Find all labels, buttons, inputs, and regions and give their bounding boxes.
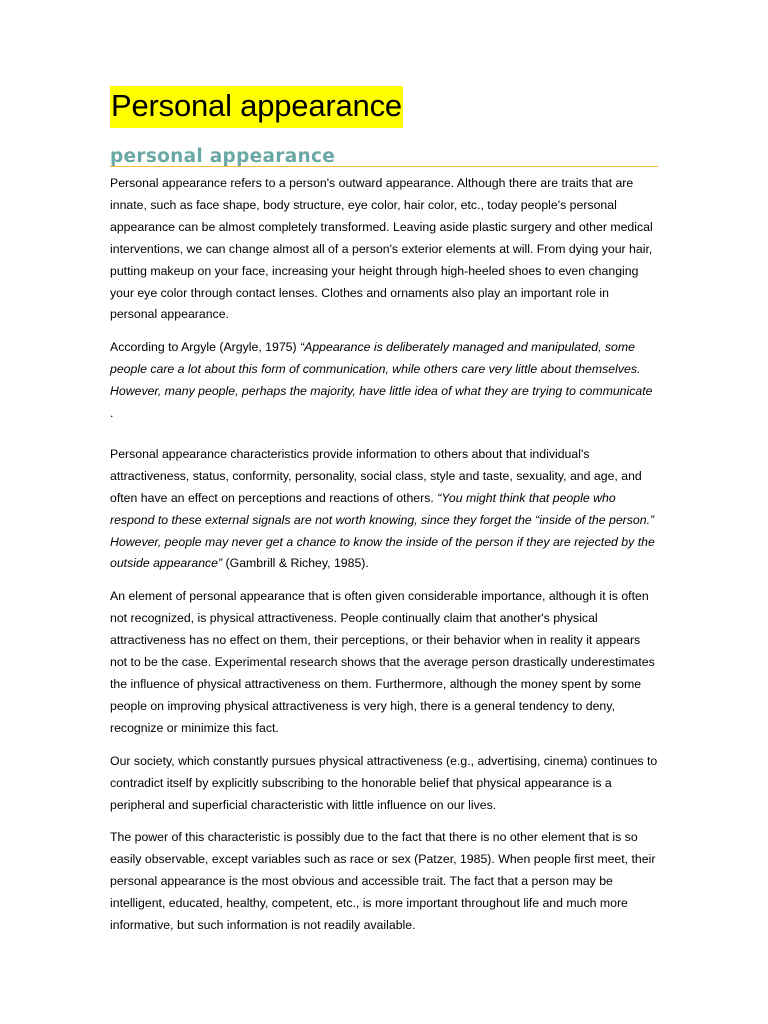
paragraph-2-end: . bbox=[110, 406, 114, 421]
paragraph-2 bbox=[110, 337, 658, 425]
paragraph-4: An element of personal appearance that is often given considerable importance, although it is often not recognized, is physical attractiveness. People continually claim that another's physical attractiveness has no effect on them, their perceptions, or their behavior when in reality it appears not to be the case. Experimental research shows that the average person drastically underestimates the influence of physical attractiveness on them. Furthermore, although the money spent by some people on improving physical attractiveness is very high, there is a general tendency to deny, recognize or minimize this fact. bbox=[110, 589, 655, 735]
paragraph-1: Personal appearance refers to a person's outward appearance. Although there are traits that are innate, such as face shape, body structure, eye color, hair color, etc., today people's personal appearance can be almost completely transformed. Leaving aside plastic surgery and other medical interventions, we can change almost all of a person's exterior elements at will. From dying your hair, putting makeup on your face, increasing your height through high-heeled shoes to even changing your eye color through contact lenses. Clothes and ornaments also play an important role in personal appearance. bbox=[110, 175, 653, 322]
document-title: Personal appearance bbox=[110, 86, 403, 128]
title-wrapper bbox=[110, 86, 658, 128]
paragraph-6: The power of this characteristic is possibly due to the fact that there is no other element that is so easily observable, except variables such as race or sex (Patzer, 1985). When people first meet, their personal appearance is the most obvious and accessible trait. The fact that a person may be intelligent, educated, healthy, competent, etc., is more important throughout life and much more informative, but such information is not readily available. bbox=[110, 830, 656, 933]
paragraph-3-intro: Personal appearance characteristics provide information to others about that individual's attractiveness, status, conformity, personality, social class, style and taste, sexuality, and age, and often have an effect on perceptions and reactions of others. bbox=[110, 446, 642, 505]
paragraph-3-quote: “You might think that people who respond to these external signals are not worth knowing, since they forget the “inside of the person.” However, people may never get a chance to know the inside of the person if they are rejected by the outside appearance” bbox=[110, 490, 655, 571]
paragraph-3 bbox=[110, 444, 658, 575]
section-heading: personal appearance bbox=[110, 147, 658, 167]
paragraph-5: Our society, which constantly pursues physical attractiveness (e.g., advertising, cinema) continues to contradict itself by explicitly subscribing to the honorable belief that physical appearance is a peripheral and superficial characteristic with little influence on our lives. bbox=[110, 753, 658, 812]
document-body bbox=[110, 173, 658, 937]
paragraph-3-citation: (Gambrill & Richey, 1985). bbox=[222, 556, 369, 571]
paragraph-2-quote: “Appearance is deliberately managed and manipulated, some people care a lot about this form of communication, while others care very little about themselves. However, many people, perhaps the majority, have little idea of what they are trying to communicate bbox=[110, 340, 653, 399]
paragraph-2-intro: According to Argyle (Argyle, 1975) bbox=[110, 340, 301, 355]
